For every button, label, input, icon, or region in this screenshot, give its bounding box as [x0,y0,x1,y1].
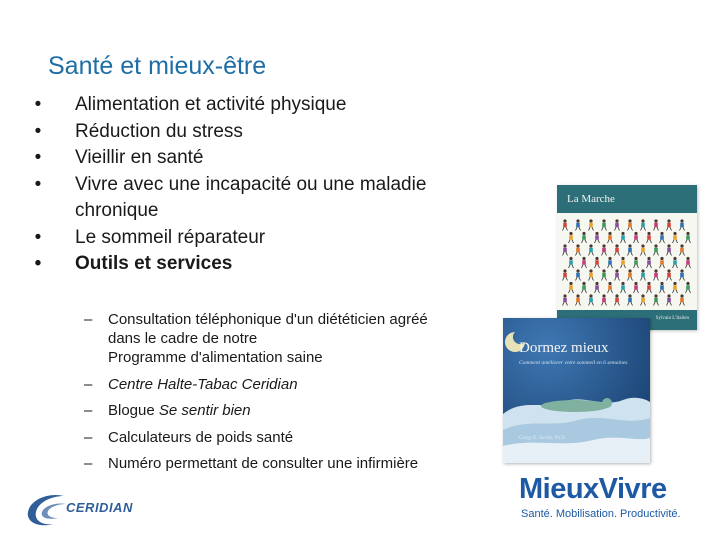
sub-text: Calculateurs de poids santé [108,428,294,446]
dash-bullet: – [84,375,93,393]
slide-title: Santé et mieux-être [48,52,267,80]
sub-item-dietitian [84,310,484,367]
sub-item-halte-tabac [84,375,484,394]
bullet-text: Réduction du stress [75,120,243,142]
sub-italic-text: Se sentir bien [158,402,251,419]
bullet-dot: • [34,173,42,195]
sub-list [84,310,484,481]
mieuxvivre-logo: MieuxVivre [519,473,667,505]
dash-bullet: – [84,311,93,328]
sub-line: Consultation téléphonique d'un diététicien agréé [108,311,428,328]
bullet-item [32,172,472,225]
bullet-item-tools [32,251,472,278]
bullet-text: Vivre avec une incapacité ou une maladie chronique [75,173,427,221]
bullet-text: Vieillir en santé [75,147,204,168]
walking-people-illustration [557,185,697,330]
sub-italic-text: Centre Halte-Tabac Ceridian [108,375,298,393]
bullet-item [32,119,472,146]
book-title: Dormez mieux [519,340,609,356]
book-author: Sylvain L'Italien [655,316,689,321]
ceridian-logo: CERIDIAN [66,500,133,515]
book-cover-la-marche [557,185,697,330]
sub-text: Numéro permettant de consulter une infirmière [108,455,419,472]
bullet-text: Outils et services [75,253,233,274]
book-title: La Marche [567,193,615,205]
bullet-text: Le sommeil réparateur [75,226,266,248]
sub-text: Blogue [108,402,159,419]
sub-item-calculators [84,428,484,447]
bullet-dot: • [34,147,42,168]
sub-item-nurse-line [84,454,484,473]
bullet-item [32,145,472,172]
book-author: Gregg D. Jacobs, Ph.D. [519,436,567,441]
sub-line: dans le cadre de notre [108,330,258,347]
bullet-item [32,225,472,252]
dash-bullet: – [84,455,93,472]
bullet-item [32,92,472,119]
dash-bullet: – [84,428,93,446]
bullet-dot: • [34,120,42,142]
mieuxvivre-tagline: Santé. Mobilisation. Productivité. [521,508,681,520]
book-cover-dormez-mieux [503,318,650,463]
book-subtitle: Comment améliorer votre sommeil en 6 semaines [519,360,628,366]
bullet-dot: • [34,253,42,274]
dash-bullet: – [84,402,93,419]
bullet-dot: • [34,94,42,115]
bullet-list [32,92,472,278]
bullet-text: Alimentation et activité physique [75,94,347,115]
bullet-dot: • [34,226,42,248]
sub-item-blog [84,401,484,420]
sub-line: Programme d'alimentation saine [108,349,323,366]
